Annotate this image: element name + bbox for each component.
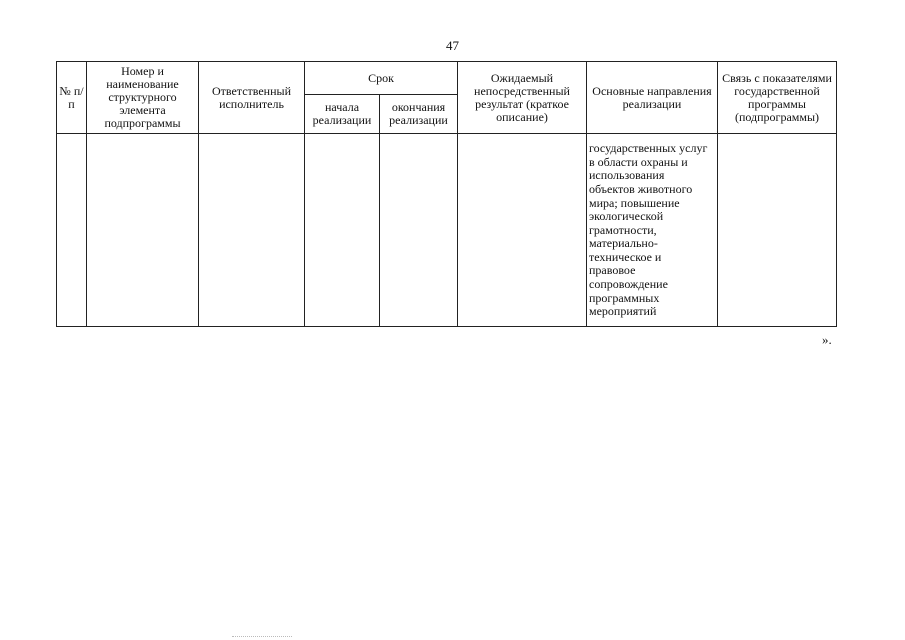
directions-line: мира; повышение (589, 195, 680, 210)
directions-line: мероприятий (589, 304, 657, 319)
cell-result (458, 134, 587, 327)
cell-link (718, 134, 837, 327)
header-term-end: окончания реализации (380, 95, 458, 134)
directions-line: государственных услуг (589, 141, 708, 156)
program-elements-table (56, 61, 837, 327)
header-num: № п/п (57, 62, 87, 134)
directions-line: экологической (589, 209, 664, 224)
scan-artifact (232, 636, 292, 638)
directions-line: материально- (589, 236, 658, 251)
cell-executor (199, 134, 305, 327)
page-number: 47 (446, 38, 459, 53)
header-element: Номер и наименование структурного элемента подпрограммы (87, 62, 199, 134)
closing-quote-mark: ». (822, 332, 832, 347)
directions-line: сопровождение (589, 277, 668, 292)
header-result: Ожидаемый непосредственный результат (краткое описание) (458, 62, 587, 134)
directions-line: техническое и (589, 249, 662, 264)
directions-line: объектов животного (589, 181, 693, 196)
cell-num (57, 134, 87, 327)
directions-line: правовое (589, 263, 636, 278)
directions-line: в области охраны и (589, 154, 688, 169)
directions-line: программных (589, 290, 660, 305)
directions-line: грамотности, (589, 222, 657, 237)
header-executor: Ответственный исполнитель (199, 62, 305, 134)
directions-line: использования (589, 168, 665, 183)
header-directions: Основные направления реализации (587, 62, 718, 134)
cell-term-end (380, 134, 458, 327)
header-term-start: начала реализации (305, 95, 380, 134)
cell-term-start (305, 134, 380, 327)
table-row (57, 134, 837, 327)
cell-directions (587, 134, 718, 327)
cell-element (87, 134, 199, 327)
header-term: Срок (305, 62, 458, 95)
header-link: Связь с показателями государственной программы (подпрограммы) (718, 62, 837, 134)
